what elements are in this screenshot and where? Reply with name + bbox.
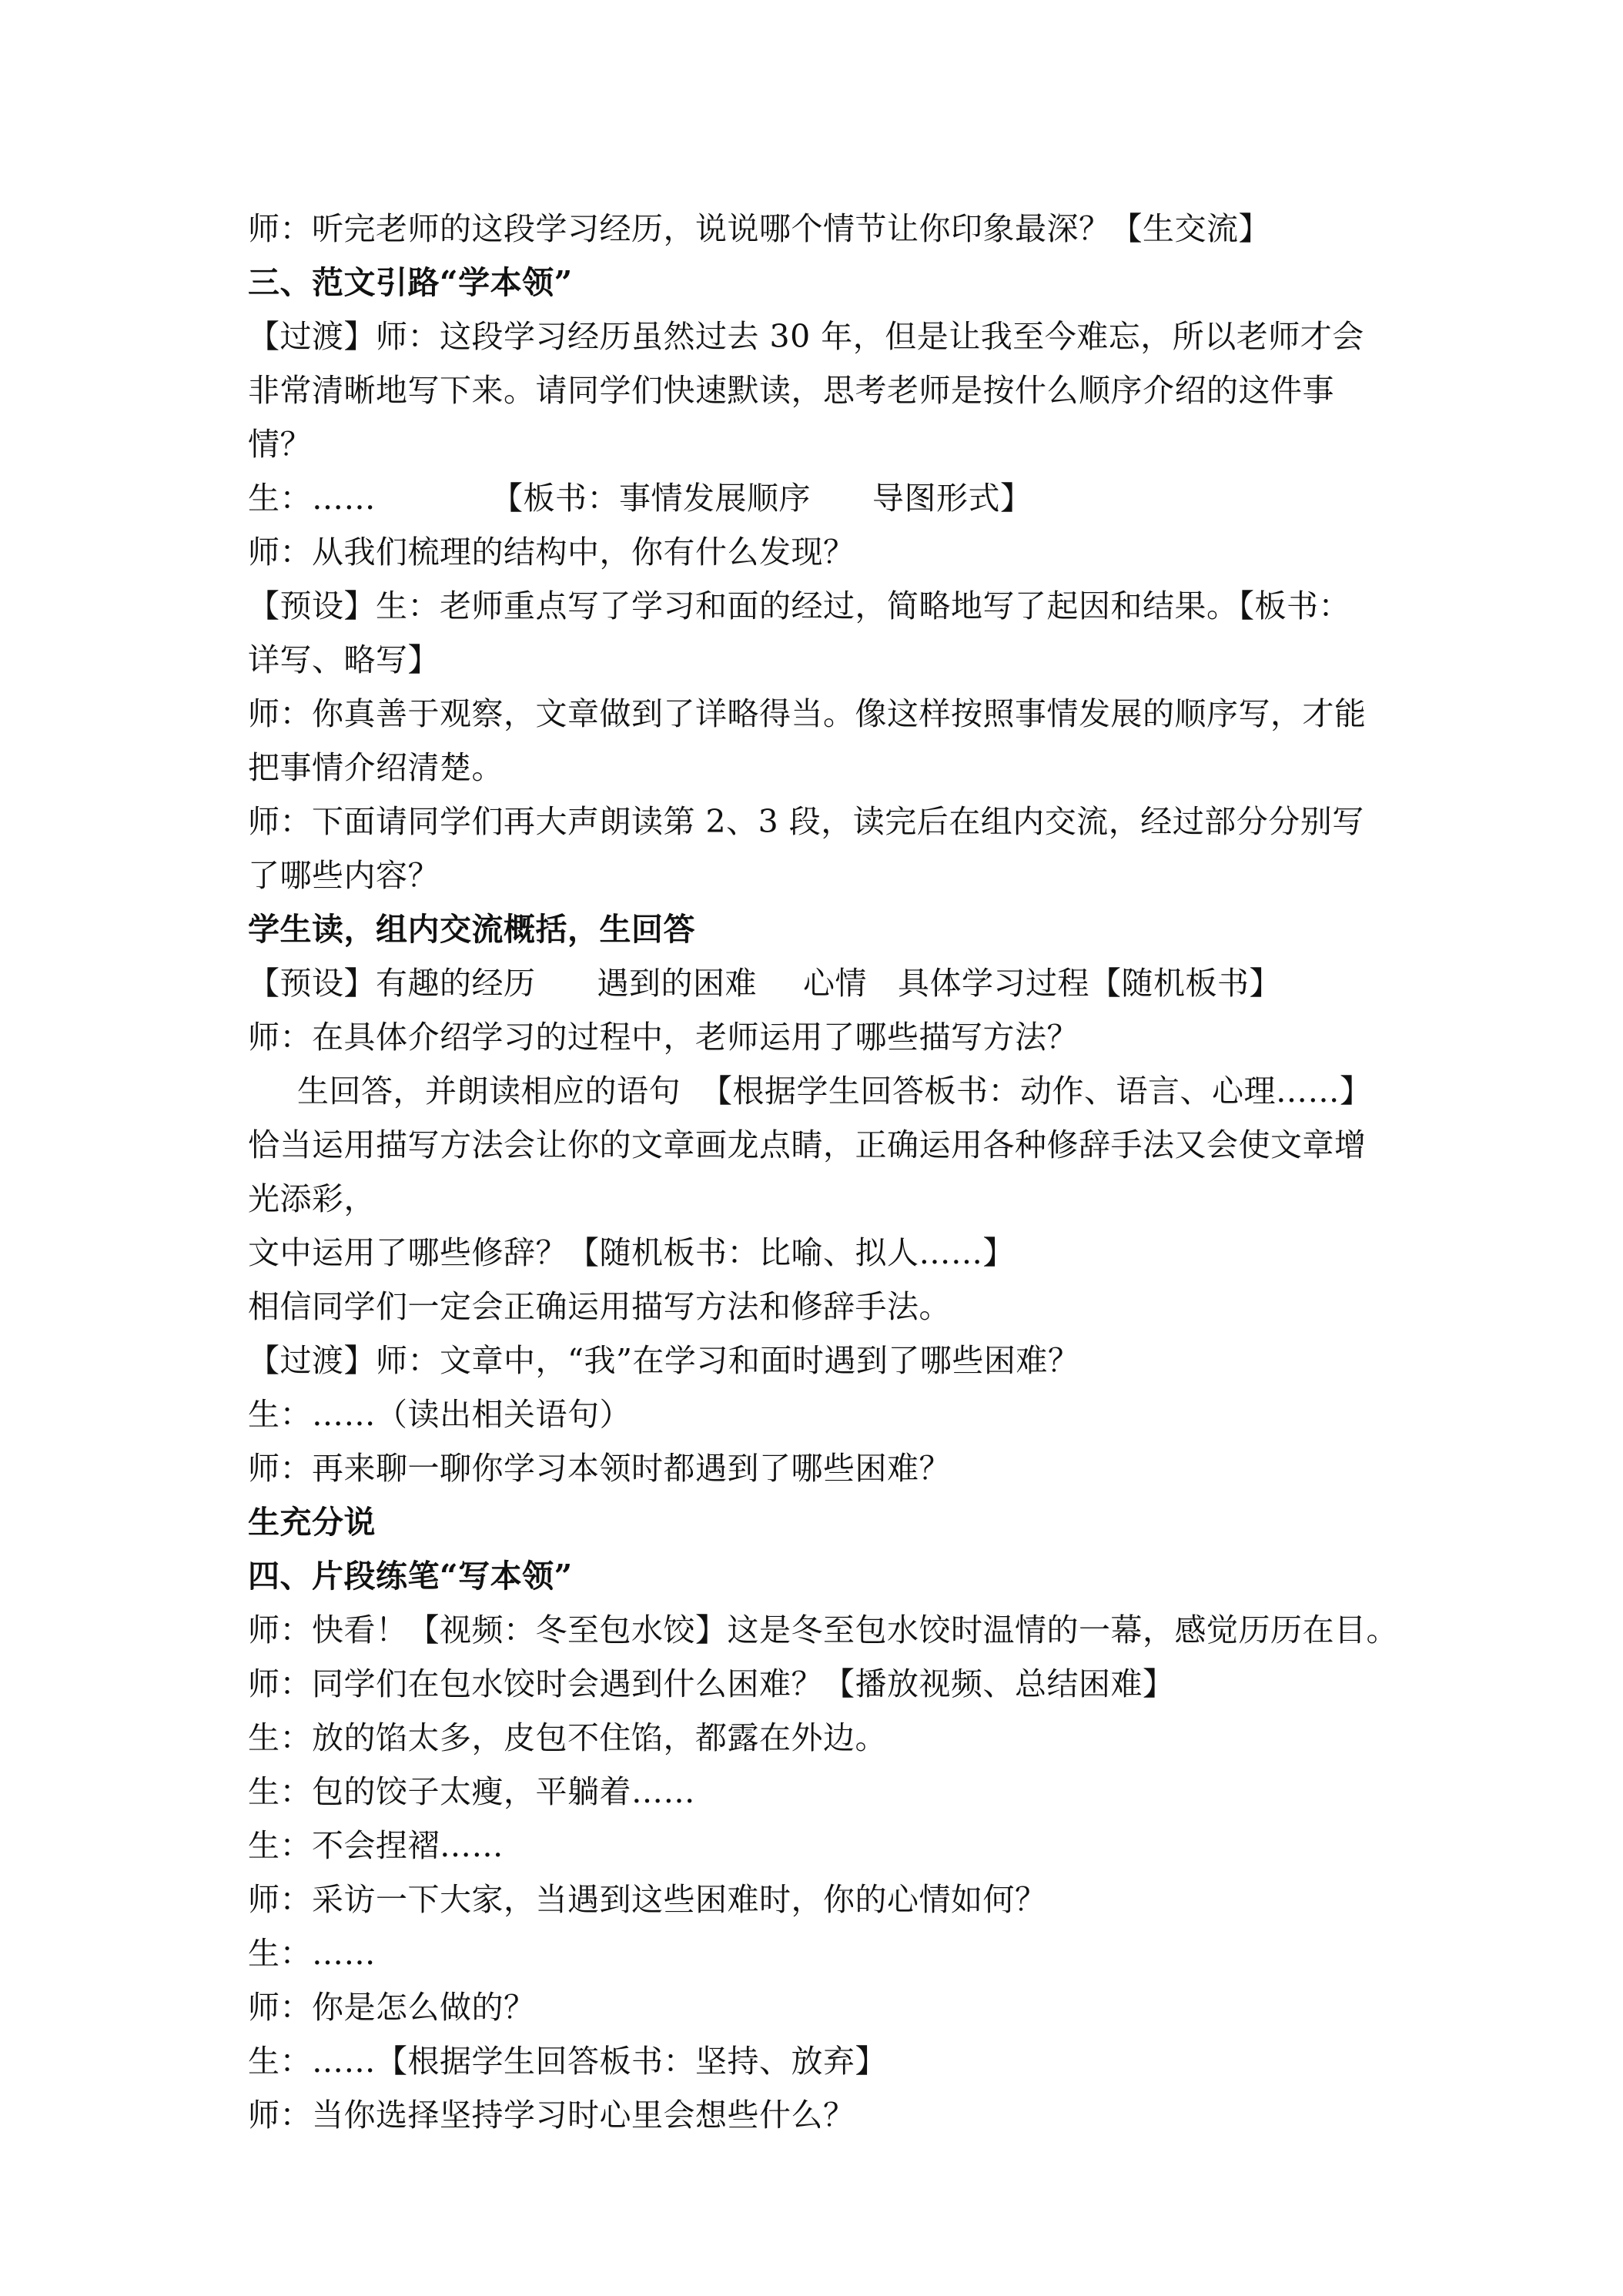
text-segment: 具体学习过程【随机板书】 xyxy=(898,965,1281,1002)
paragraph xyxy=(248,956,1403,1010)
paragraph: 详写、略写】 xyxy=(248,641,440,678)
paragraph: 生：…… xyxy=(248,1935,376,1972)
text-segment: 【根据学生回答板书：动作、语言、心理……】 xyxy=(701,1073,1372,1110)
paragraph xyxy=(248,1064,1403,1118)
paragraph: 师：当你选择坚持学习时心里会想些什么？ xyxy=(248,2097,855,2134)
paragraph: 光添彩， xyxy=(248,1180,376,1217)
paragraph: 相信同学们一定会正确运用描写方法和修辞手法。 xyxy=(248,1288,951,1325)
paragraph: 生：……（读出相关语句） xyxy=(248,1396,631,1433)
document-page xyxy=(248,202,1403,2142)
paragraph: 恰当运用描写方法会让你的文章画龙点睛，正确运用各种修辞手法又会使文章增 xyxy=(248,1126,1367,1163)
section-heading: 三、范文引路“学本领” xyxy=(248,264,573,301)
text-segment: 心情 xyxy=(803,965,867,1002)
paragraph: 【预设】生：老师重点写了学习和面的经过，简略地写了起因和结果。【板书： xyxy=(248,587,1350,624)
paragraph: 师：在具体介绍学习的过程中，老师运用了哪些描写方法？ xyxy=(248,1019,1079,1056)
paragraph: 师：从我们梳理的结构中，你有什么发现？ xyxy=(248,534,855,571)
paragraph: 非常清晰地写下来。请同学们快速默读，思考老师是按什么顺序介绍的这件事 xyxy=(248,372,1334,409)
paragraph: 情？ xyxy=(248,426,312,463)
paragraph: 生：放的馅太多，皮包不住馅，都露在外边。 xyxy=(248,1719,887,1756)
paragraph: 生：……【根据学生回答板书：坚持、放弃】 xyxy=(248,2043,887,2080)
text-segment: 【板书：事情发展顺序 xyxy=(491,480,811,517)
paragraph: 生：包的饺子太瘦，平躺着…… xyxy=(248,1773,695,1810)
text-segment: 【预设】有趣的经历 xyxy=(248,965,536,1002)
text-segment: 导图形式】 xyxy=(872,480,1032,517)
section-heading: 四、片段练笔“写本领” xyxy=(248,1558,573,1595)
text-segment: 遇到的困难 xyxy=(597,965,757,1002)
paragraph: 【过渡】师：这段学习经历虽然过去 30 年，但是让我至今难忘，所以老师才会 xyxy=(248,318,1364,355)
paragraph: 生：不会捏褶…… xyxy=(248,1827,504,1864)
paragraph: 师：下面请同学们再大声朗读第 2、3 段，读完后在组内交流，经过部分分别写 xyxy=(248,803,1364,840)
paragraph: 师：快看！【视频：冬至包水饺】这是冬至包水饺时温情的一幕，感觉历历在目。 xyxy=(248,1612,1398,1648)
paragraph: 师：再来聊一聊你学习本领时都遇到了哪些困难？ xyxy=(248,1450,951,1487)
paragraph: 文中运用了哪些修辞？【随机板书：比喻、拟人……】 xyxy=(248,1234,1015,1271)
bold-paragraph: 生充分说 xyxy=(248,1504,376,1541)
paragraph: 了哪些内容？ xyxy=(248,857,440,894)
paragraph: 师：你真善于观察，文章做到了详略得当。像这样按照事情发展的顺序写，才能 xyxy=(248,695,1367,732)
text-segment: 生回答，并朗读相应的语句 xyxy=(297,1073,681,1110)
paragraph: 师：同学们在包水饺时会遇到什么困难？【播放视频、总结困难】 xyxy=(248,1665,1175,1702)
text-segment: 生：…… xyxy=(248,480,376,517)
bold-paragraph: 学生读，组内交流概括，生回答 xyxy=(248,911,695,948)
paragraph xyxy=(248,471,1403,525)
paragraph: 师：采访一下大家，当遇到这些困难时，你的心情如何？ xyxy=(248,1881,1047,1918)
paragraph: 【过渡】师：文章中，“我”在学习和面时遇到了哪些困难？ xyxy=(248,1342,1080,1379)
paragraph: 把事情介绍清楚。 xyxy=(248,749,504,786)
paragraph: 师：听完老师的这段学习经历，说说哪个情节让你印象最深？【生交流】 xyxy=(248,210,1270,247)
paragraph: 师：你是怎么做的？ xyxy=(248,1989,536,2026)
